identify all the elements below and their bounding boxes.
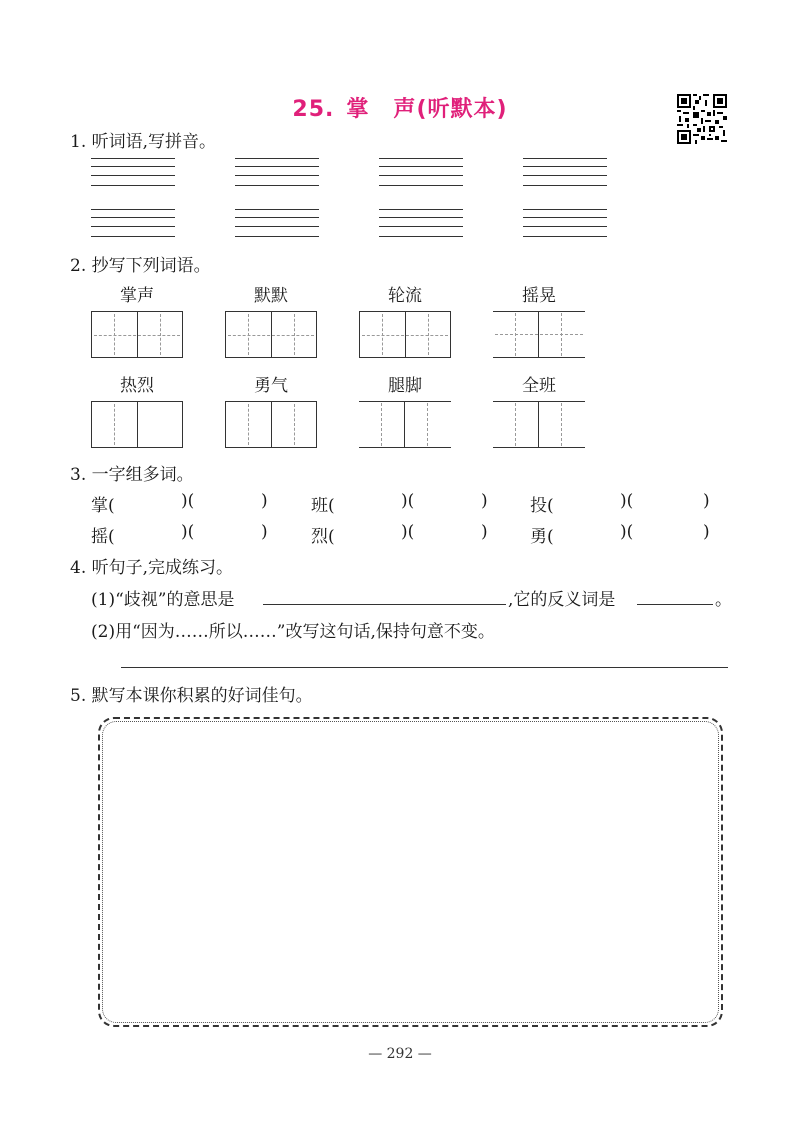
question-4-part-1-text: (1)“歧视”的意思是 bbox=[91, 590, 235, 610]
answer-line-antonym[interactable] bbox=[637, 604, 713, 605]
copy-word: 摇晃 bbox=[522, 286, 556, 306]
copy-word: 默默 bbox=[254, 286, 288, 306]
blank-bracket[interactable]: )( bbox=[401, 491, 415, 511]
question-3-heading: 3. 一字组多词。 bbox=[70, 465, 194, 485]
word-group-row bbox=[0, 491, 800, 515]
copy-word: 掌声 bbox=[120, 286, 154, 306]
blank-bracket[interactable]: ) bbox=[261, 491, 268, 511]
writing-grid[interactable] bbox=[225, 311, 317, 358]
answer-line-meaning[interactable] bbox=[263, 604, 506, 605]
writing-grid[interactable] bbox=[225, 401, 317, 448]
writing-grid[interactable] bbox=[493, 401, 585, 448]
answer-line-rewrite[interactable] bbox=[121, 667, 728, 668]
char-prompt: 投( bbox=[530, 496, 554, 516]
question-1-heading: 1. 听词语,写拼音。 bbox=[70, 132, 217, 152]
char-prompt: 掌( bbox=[91, 496, 115, 516]
writing-grid[interactable] bbox=[359, 401, 451, 448]
copy-word: 全班 bbox=[522, 376, 556, 396]
question-4-part-2-text: (2)用“因为……所以……”改写这句话,保持句意不变。 bbox=[91, 622, 495, 642]
writing-grid[interactable] bbox=[359, 311, 451, 358]
blank-bracket[interactable]: )( bbox=[181, 491, 195, 511]
copy-word: 轮流 bbox=[388, 286, 422, 306]
blank-bracket[interactable]: )( bbox=[401, 522, 415, 542]
blank-bracket[interactable]: ) bbox=[261, 522, 268, 542]
page-number: — 292 — bbox=[368, 1046, 432, 1062]
char-prompt: 摇( bbox=[91, 527, 115, 547]
char-prompt: 班( bbox=[311, 496, 335, 516]
lesson-title-char-2: 声 bbox=[393, 97, 417, 122]
question-5-heading: 5. 默写本课你积累的好词佳句。 bbox=[70, 686, 313, 706]
blank-bracket[interactable]: )( bbox=[620, 522, 634, 542]
lesson-title-suffix: (听默本) bbox=[416, 97, 508, 122]
answer-frame-inner-border bbox=[102, 721, 719, 1023]
writing-grid[interactable] bbox=[493, 311, 585, 358]
char-prompt: 烈( bbox=[311, 527, 335, 547]
blank-bracket[interactable]: )( bbox=[620, 491, 634, 511]
blank-bracket[interactable]: ) bbox=[703, 522, 710, 542]
word-group-row bbox=[0, 522, 800, 546]
blank-bracket[interactable]: ) bbox=[703, 491, 710, 511]
lesson-title-char-1: 掌 bbox=[346, 97, 370, 122]
period-mark: 。 bbox=[715, 590, 732, 610]
writing-grid[interactable] bbox=[91, 401, 183, 448]
copy-word: 腿脚 bbox=[388, 376, 422, 396]
blank-bracket[interactable]: ) bbox=[481, 491, 488, 511]
question-4-heading: 4. 听句子,完成练习。 bbox=[70, 558, 234, 578]
writing-grid[interactable] bbox=[91, 311, 183, 358]
blank-bracket[interactable]: ) bbox=[481, 522, 488, 542]
copy-word: 勇气 bbox=[254, 376, 288, 396]
question-2-heading: 2. 抄写下列词语。 bbox=[70, 256, 211, 276]
blank-bracket[interactable]: )( bbox=[181, 522, 195, 542]
lesson-number: 25. bbox=[292, 97, 335, 122]
char-prompt: 勇( bbox=[530, 527, 554, 547]
qr-code-icon[interactable] bbox=[677, 94, 727, 144]
copy-word: 热烈 bbox=[120, 376, 154, 396]
question-4-part-1-text: ,它的反义词是 bbox=[508, 590, 616, 610]
